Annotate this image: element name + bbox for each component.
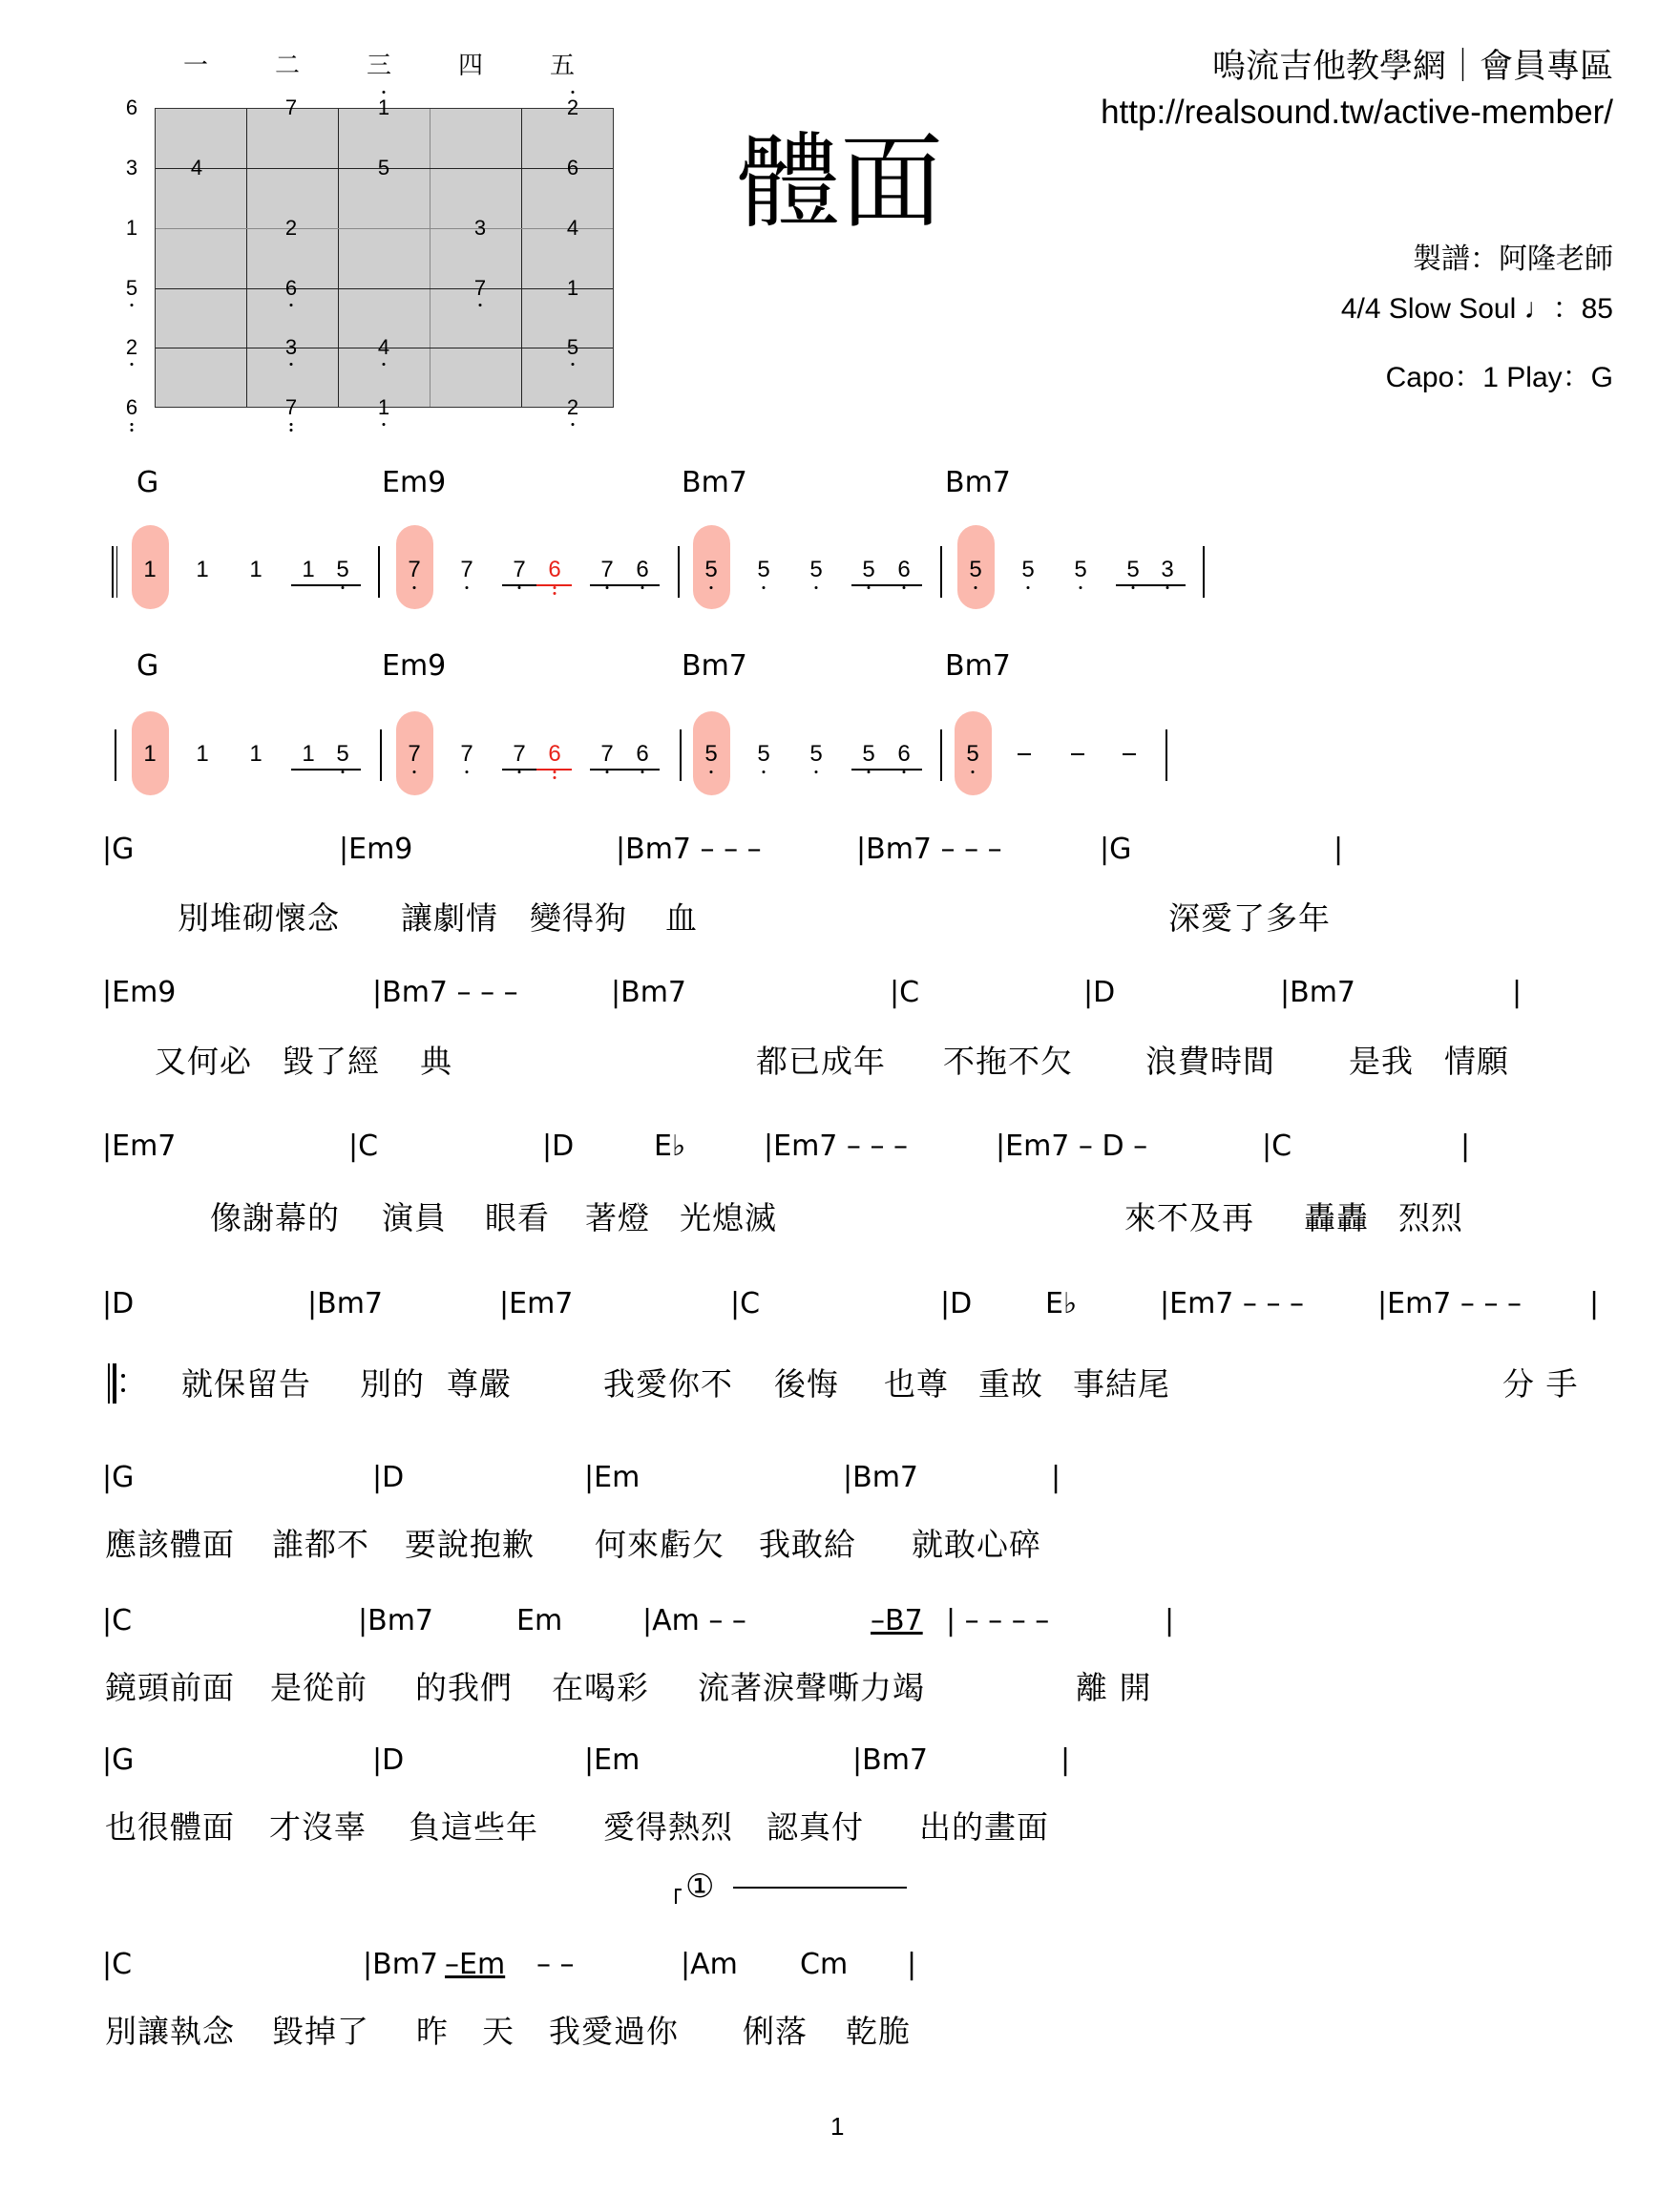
- chord: E♭: [1045, 1287, 1078, 1320]
- lyric: 演員: [382, 1199, 447, 1236]
- chord: |Em: [584, 1461, 640, 1494]
- hold-dash: [1071, 753, 1084, 755]
- chord: |G: [102, 833, 135, 866]
- lyric: 俐落: [743, 2013, 808, 2050]
- chord: |Bm7 – – –: [856, 833, 1002, 866]
- lyric: 鏡頭前面: [105, 1669, 235, 1706]
- lyric: 分 手: [1502, 1365, 1579, 1403]
- fret-note: 3: [473, 216, 487, 240]
- volta-number: ①: [685, 1868, 715, 1906]
- chord: |Bm7: [843, 1461, 918, 1494]
- lyric: 也很體面: [105, 1808, 235, 1846]
- lyric: 認真付: [766, 1808, 864, 1846]
- lyric: 讓劇情: [401, 899, 498, 937]
- string-label: 6: [120, 397, 143, 418]
- chord: |C: [348, 1130, 379, 1163]
- note: 5: [754, 559, 773, 581]
- lyric: 轟轟: [1304, 1199, 1369, 1236]
- chord: Bm7: [682, 466, 747, 499]
- note: 5: [859, 559, 878, 581]
- string-label: 5: [120, 278, 143, 299]
- lyric: 典: [420, 1043, 452, 1080]
- chord: |: [1460, 1130, 1471, 1163]
- lyric: 是從前: [270, 1669, 368, 1706]
- note: 6: [633, 743, 652, 766]
- lyric: 就保留告: [181, 1365, 311, 1403]
- note: 5: [702, 559, 721, 581]
- chord: |D: [1083, 976, 1116, 1009]
- note: 1: [302, 557, 315, 582]
- lyric: 流著淚聲嘶力竭: [698, 1669, 925, 1706]
- note: 7: [405, 559, 424, 581]
- chord: Bm7: [945, 466, 1011, 499]
- lyric: 才沒辜: [269, 1808, 367, 1846]
- hold-dash: [1123, 753, 1136, 755]
- lyric: 的我們: [415, 1669, 513, 1706]
- note: 5: [1124, 559, 1143, 581]
- lyric: 變得狗: [530, 899, 627, 937]
- fret-note: 2: [561, 397, 584, 418]
- lyric: 何來虧欠: [595, 1526, 724, 1563]
- note: 5: [807, 743, 826, 766]
- fret-note: 4: [372, 337, 395, 358]
- fret-note: 2: [561, 97, 584, 118]
- chord: |: [907, 1948, 917, 1981]
- lyric: 都已成年: [756, 1043, 886, 1080]
- lyric: 別讓執念: [105, 2013, 235, 2050]
- chord: Cm: [800, 1948, 849, 1981]
- chord: |Bm7: [611, 976, 686, 1009]
- chord: G: [136, 649, 159, 683]
- chord: E♭: [654, 1130, 686, 1163]
- chord: |C: [1262, 1130, 1292, 1163]
- chord: |C: [102, 1948, 133, 1981]
- lyric: 浪費時間: [1145, 1043, 1275, 1080]
- lyric: 光熄滅: [680, 1199, 777, 1236]
- chord: |Bm7: [363, 1948, 438, 1981]
- chord: |Em7 – D –: [996, 1130, 1148, 1163]
- note: 5: [702, 743, 721, 766]
- lyric: 血: [665, 899, 698, 937]
- chord: –Em: [445, 1948, 506, 1981]
- chord: |Bm7 – – –: [372, 976, 518, 1009]
- note: 1: [249, 741, 262, 767]
- lyric: 昨: [416, 2013, 449, 2050]
- chord: |Am: [681, 1948, 738, 1981]
- note: 5: [859, 743, 878, 766]
- note-red: 6: [545, 559, 564, 581]
- lyric: 我愛你不: [603, 1365, 733, 1403]
- arranger: 製譜：阿隆老師: [1413, 243, 1613, 275]
- page-number: 1: [830, 2112, 845, 2141]
- string-label: 3: [125, 156, 138, 179]
- fret-note: 7: [469, 278, 492, 299]
- chord: |Em7 – – –: [764, 1130, 908, 1163]
- chord: |: [1512, 976, 1522, 1009]
- note: 7: [457, 743, 476, 766]
- chord: Em9: [382, 649, 447, 683]
- fret-note: 4: [566, 216, 579, 240]
- string-label: 1: [125, 216, 138, 240]
- lyric: 別堆砌懷念: [178, 899, 340, 937]
- chord: |C: [730, 1287, 761, 1320]
- chord: |Bm7: [307, 1287, 383, 1320]
- note: 7: [405, 743, 424, 766]
- lyric: 是我: [1349, 1043, 1414, 1080]
- lyric: 烈烈: [1398, 1199, 1463, 1236]
- hold-dash: [1018, 753, 1031, 755]
- fret-note: 4: [190, 156, 203, 179]
- lyric: 我愛過你: [549, 2013, 679, 2050]
- chord: |D: [102, 1287, 135, 1320]
- chord: G: [136, 466, 159, 499]
- chord: |C: [102, 1604, 133, 1637]
- lyric: 我敢給: [759, 1526, 856, 1563]
- note: 3: [1158, 559, 1177, 581]
- note: 1: [196, 741, 209, 767]
- lyric: 事結尾: [1073, 1365, 1170, 1403]
- note: 5: [1071, 559, 1090, 581]
- lyric: 尊嚴: [447, 1365, 512, 1403]
- lyric: 眼看: [485, 1199, 550, 1236]
- fret-note: 6: [280, 278, 303, 299]
- lyric: 重故: [978, 1365, 1043, 1403]
- chord: |: [1589, 1287, 1600, 1320]
- lyric: 應該體面: [105, 1526, 235, 1563]
- chord: |: [1051, 1461, 1061, 1494]
- fret-note: 3: [280, 337, 303, 358]
- chord: |Em7: [102, 1130, 177, 1163]
- chord: Bm7: [682, 649, 747, 683]
- note: 1: [302, 741, 315, 767]
- lyric: 深愛了多年: [1168, 899, 1331, 937]
- note: 7: [510, 559, 529, 581]
- fret-note: 2: [284, 216, 298, 240]
- lyric: 來不及再: [1124, 1199, 1254, 1236]
- chord: |D: [372, 1461, 405, 1494]
- chord: |D: [372, 1743, 405, 1777]
- note: 5: [966, 559, 985, 581]
- lyric: 著燈: [585, 1199, 650, 1236]
- note: 5: [333, 743, 352, 766]
- note: 1: [143, 741, 157, 767]
- note: 6: [894, 743, 914, 766]
- lyric: 又何必: [155, 1043, 252, 1080]
- chord: |G: [102, 1743, 135, 1777]
- lyric: 出的畫面: [919, 1808, 1049, 1846]
- fret-label-4: 四: [457, 52, 484, 80]
- lyric: 愛得熱烈: [603, 1808, 733, 1846]
- fret-note: 5: [377, 156, 390, 179]
- fret-note: 1: [372, 97, 395, 118]
- fret-note: 1: [372, 397, 395, 418]
- note: 7: [598, 559, 617, 581]
- chord: – –: [536, 1948, 575, 1981]
- note: 6: [894, 559, 914, 581]
- note: 5: [333, 559, 352, 581]
- note: 1: [143, 557, 157, 582]
- chord: |: [1334, 833, 1344, 866]
- lyric: 誰都不: [272, 1526, 369, 1563]
- fret-note: 7: [280, 397, 303, 418]
- lyric: 在喝彩: [552, 1669, 649, 1706]
- chord: |Bm7: [358, 1604, 433, 1637]
- chord: |Bm7: [1280, 976, 1355, 1009]
- lyric: 後悔: [774, 1365, 839, 1403]
- lyric: 負這些年: [409, 1808, 538, 1846]
- chord: |G: [1100, 833, 1132, 866]
- chord: |D: [940, 1287, 973, 1320]
- fret-note: 6: [566, 156, 579, 179]
- chord: |Em9: [102, 976, 177, 1009]
- chord: Em: [516, 1604, 563, 1637]
- chord: |: [1060, 1743, 1071, 1777]
- lyric: 天: [482, 2013, 514, 2050]
- string-label: 6: [125, 95, 138, 119]
- chord: |Em7 – – –: [1377, 1287, 1522, 1320]
- lyric: 毀掉了: [272, 2013, 369, 2050]
- fret-note: 5: [561, 337, 584, 358]
- note: 5: [754, 743, 773, 766]
- note: 5: [963, 743, 982, 766]
- note: 5: [807, 559, 826, 581]
- site-url[interactable]: http://realsound.tw/active-member/: [1101, 94, 1613, 131]
- note: 7: [510, 743, 529, 766]
- note: 7: [598, 743, 617, 766]
- lyric: 不拖不欠: [943, 1043, 1073, 1080]
- capo-info: Capo：1 Play：G: [1385, 362, 1613, 393]
- chord: |Am – –: [642, 1604, 746, 1637]
- fret-label-1: 一: [182, 52, 209, 80]
- chord: |G: [102, 1461, 135, 1494]
- lyric: 毀了經: [283, 1043, 380, 1080]
- lyric: 情願: [1444, 1043, 1509, 1080]
- lyric: 離 開: [1076, 1669, 1152, 1706]
- fret-label-3: 三: [366, 52, 392, 80]
- note: 1: [196, 557, 209, 582]
- chord: –B7: [871, 1604, 923, 1637]
- chord: | – – – –: [946, 1604, 1050, 1637]
- string-label: 2: [120, 337, 143, 358]
- lyric: 要說抱歉: [405, 1526, 535, 1563]
- chord: |Em: [584, 1743, 640, 1777]
- chord: Bm7: [945, 649, 1011, 683]
- note: 5: [1018, 559, 1038, 581]
- chord: |Bm7 – – –: [616, 833, 762, 866]
- lyric: 就敢心碎: [912, 1526, 1041, 1563]
- fret-note: 1: [566, 276, 579, 300]
- chord: |Em7: [499, 1287, 574, 1320]
- fret-label-5: 五: [549, 52, 576, 80]
- chord: Em9: [382, 466, 447, 499]
- site-name: 嗚流吉他教學網｜會員專區: [1211, 48, 1613, 85]
- chord: |C: [890, 976, 920, 1009]
- chord: |Em7 – – –: [1160, 1287, 1304, 1320]
- note: 7: [457, 559, 476, 581]
- fret-note: 7: [284, 95, 298, 119]
- chord: |Em9: [339, 833, 413, 866]
- lyric: 像謝幕的: [210, 1199, 340, 1236]
- tempo-info: 4/4 Slow Soul ♩：85: [1340, 293, 1613, 325]
- chord: |D: [542, 1130, 575, 1163]
- note: 6: [633, 559, 652, 581]
- song-title: 體面: [737, 123, 944, 243]
- chord: |Bm7: [852, 1743, 928, 1777]
- fret-label-2: 二: [274, 52, 301, 80]
- note-red: 6: [545, 743, 564, 766]
- lyric: 也尊: [884, 1365, 949, 1403]
- note: 1: [249, 557, 262, 582]
- lyric: 乾脆: [846, 2013, 911, 2050]
- chord: |: [1165, 1604, 1175, 1637]
- lyric: 別的: [360, 1365, 425, 1403]
